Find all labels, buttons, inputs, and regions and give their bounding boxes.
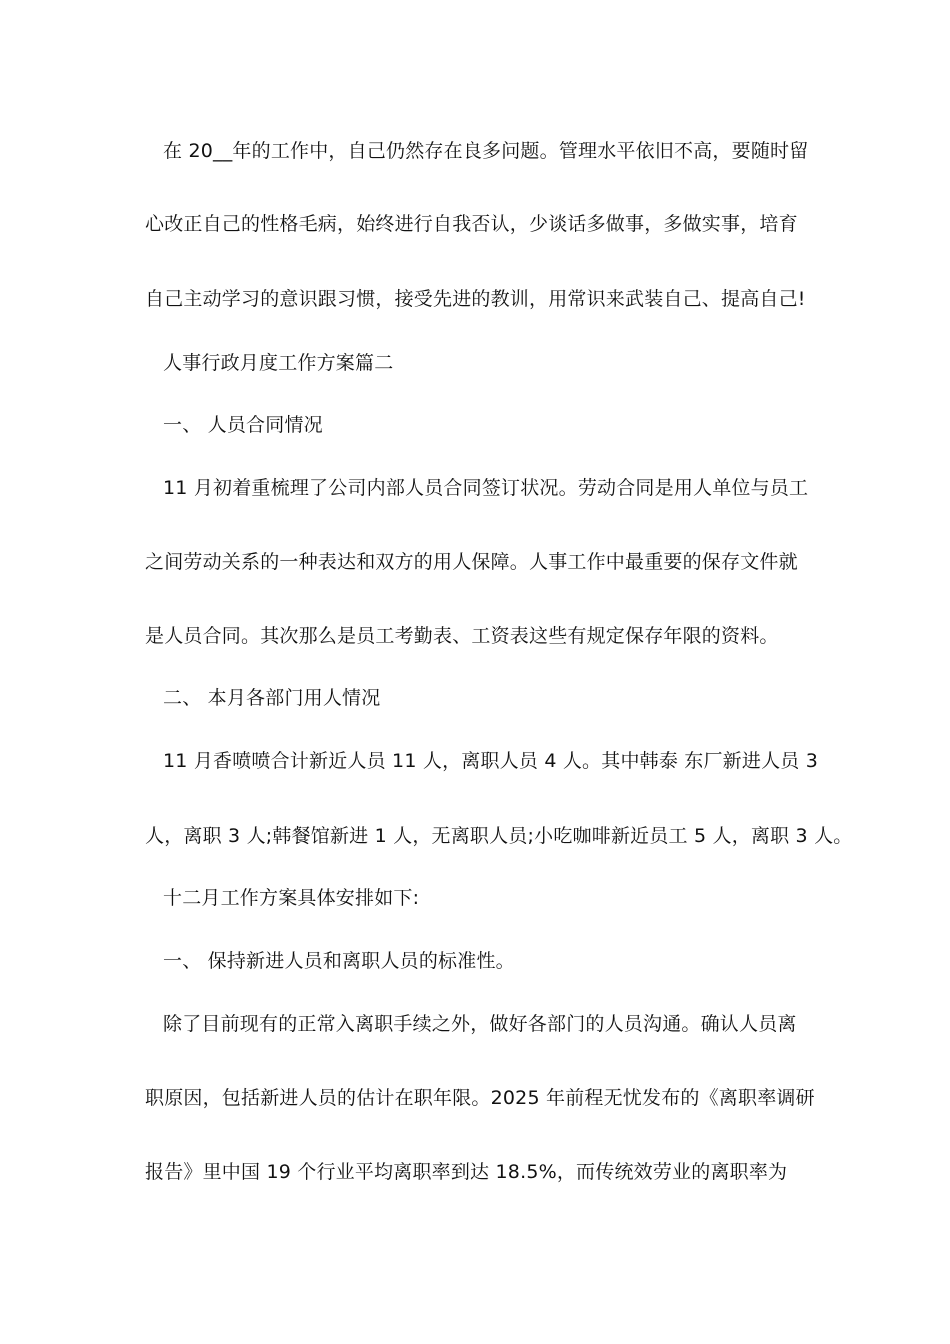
- paragraph-line-16: 报告》里中国 19 个行业平均离职率到达 18.5%，而传统效劳业的离职率为: [145, 1161, 788, 1183]
- paragraph-line-10: 11 月香喷喷合计新近人员 11 人，离职人员 4 人。其中韩泰 东厂新进人员 3: [163, 750, 819, 772]
- section-title: 人事行政月度工作方案篇二: [163, 352, 394, 374]
- paragraph-line-2: 心改正自己的性格毛病，始终进行自我否认，少谈话多做事，多做实事，培育: [145, 213, 798, 235]
- paragraph-line-15: 职原因，包括新进人员的估计在职年限。2025 年前程无忧发布的《离职率调研: [145, 1087, 815, 1109]
- heading-department-staffing: 二、 本月各部门用人情况: [163, 687, 381, 709]
- paragraph-line-1: 在 20__年的工作中，自己仍然存在良多问题。管理水平依旧不高，要随时留: [163, 140, 809, 162]
- heading-standardization: 一、 保持新进人员和离职人员的标准性。: [163, 950, 515, 972]
- paragraph-line-8: 是人员合同。其次那么是员工考勤表、工资表这些有规定保存年限的资料。: [145, 625, 779, 647]
- paragraph-line-6: 11 月初着重梳理了公司内部人员合同签订状况。劳动合同是用人单位与员工: [163, 477, 809, 499]
- heading-contract-status: 一、 人员合同情况: [163, 414, 323, 436]
- paragraph-line-3: 自己主动学习的意识跟习惯，接受先进的教训，用常识来武装自己、提高自己!: [145, 288, 806, 310]
- paragraph-line-11: 人，离职 3 人;韩餐馆新进 1 人，无离职人员;小吃咖啡新近员工 5 人，离职 3 人。: [145, 825, 853, 847]
- heading-december-plan: 十二月工作方案具体安排如下:: [163, 887, 420, 909]
- paragraph-line-14: 除了目前现有的正常入离职手续之外，做好各部门的人员沟通。确认人员离: [163, 1013, 797, 1035]
- paragraph-line-7: 之间劳动关系的一种表达和双方的用人保障。人事工作中最重要的保存文件就: [145, 551, 798, 573]
